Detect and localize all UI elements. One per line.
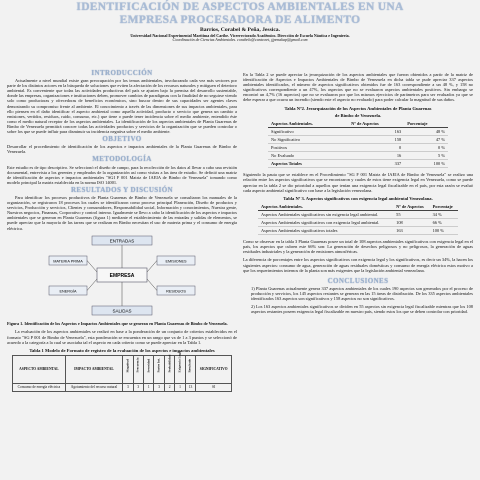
- table3-cell: Aspectos Ambientales significativos sin exigencia legal ambiental.: [258, 210, 393, 218]
- table2-caption-2: de Bimbo de Venezuela.: [334, 112, 382, 118]
- table3-cell: 55: [393, 210, 429, 218]
- table-row: [13, 383, 232, 391]
- table1-header: Exigencia Legal: [175, 355, 185, 383]
- table2-cell: 158: [348, 135, 404, 143]
- table2-cell: 0: [348, 144, 404, 152]
- table3-header: Nº de Aspectos: [393, 203, 429, 211]
- section-conclusiones: CONCLUSIONES: [327, 276, 389, 285]
- resultados-text-1: Para identificar los procesos productivos de Planta Guarenas de Bimbo de Venezuela se consultaron los manuales de la organización, se registraron 18 procesos los cuales se identificaron como proceso principal Planeación, Diseño de productos y servicios, Producción y servicios, Clientes y consumidores, Responsabilidad social, Información y conocimientos, Nuestra gente, Nuestros negocios, Finanzas, Corporativo y control interno. Igualmente se llevo a cabo la identificación de los aspectos e impactos ambientales que se generan en Planta Guarenas (figura 1) mediante el establecimiento de las entradas y salidas de elementos, se puede apreciar que la mayoría de las tareas que se realizan en Bimbo necesitan el uso de materia prima y el consumo de energía eléctrica.: [7, 194, 237, 231]
- table1-cell: 3: [154, 383, 164, 391]
- table3-cell: Aspectos Ambientales significativos con exigencia legal ambiental.: [258, 218, 393, 226]
- table3-header: Porcentaje: [430, 203, 458, 211]
- list-item: 1) Planta Guarenas actualmente genera 337 aspectos ambientales de los cuales 190 aspectos son generados por el proceso de producción y servicios, los 145 aspectos restantes se generan en las 15 áreas de distribución. De los 335 aspectos ambientales identificados 163 aspectos son significativos y 158 aspectos no son significativos.: [251, 285, 473, 301]
- table1-caption: Tabla 1 Modelo de Formato de registro de la evaluación de los aspectos e impactos ambientales: [29, 347, 215, 353]
- table1-cell: 1: [144, 383, 154, 391]
- section-metodologia: METODOLOGÍA: [92, 155, 152, 164]
- table1-header: Partes Int.: [154, 355, 164, 383]
- table1-cell: SI: [196, 383, 232, 391]
- diagram-label-left: MATERIA PRIMA: [53, 259, 83, 264]
- table1-cell: 13: [185, 383, 195, 391]
- table3-header: Aspectos Ambientales.: [258, 203, 393, 211]
- conclusions-list: [243, 286, 473, 314]
- table2-cell: 163: [348, 127, 404, 135]
- section-resultados: RESULTADOS Y DISCUSIÓN: [70, 185, 174, 194]
- poster-title-line2: EMPRESA PROCESADORA DE ALIMENTO: [119, 14, 361, 26]
- table-row: [268, 160, 448, 168]
- table3-header-row: [258, 203, 458, 211]
- table3-caption: Tabla Nº 3. Aspectos significativos con exigencia legal ambiental Venezolana.: [283, 195, 433, 201]
- table3-cell: 163: [393, 227, 429, 235]
- table1-header: IMPACTO AMBIENTAL: [65, 355, 122, 383]
- contact: Coordinación de Ciencias Ambientales. corabelo@cantv.net, jjpenakap@gmail.com: [172, 37, 308, 43]
- table-row: [258, 210, 458, 218]
- list-item: 2) Los 163 aspectos ambientales significativos se dividen en 55 aspectos sin exigencia legal fiscalizable mientras que los 108 aspectos restantes poseen exigencia legal fiscalizable en nuestro país, siendo estos los que se deben controlar con prioridad.: [251, 304, 473, 315]
- table2-cell: Positivos: [268, 144, 348, 152]
- table2-cell: 5 %: [404, 152, 448, 160]
- table2-header: Porcentaje: [404, 120, 448, 128]
- figure-1-diagram: [47, 234, 197, 320]
- table2-cell: 100 %: [404, 160, 448, 168]
- diagram-label-center: EMPRESA: [109, 272, 135, 279]
- diagram-label-right: EMISIONES: [165, 259, 187, 264]
- table3-cell: 108: [393, 218, 429, 226]
- poster-title-line1: IDENTIFICACIÓN DE ASPECTOS AMBIENTALES EN UNA: [76, 1, 404, 13]
- table2-caption: Tabla Nº2. Jerarquización de los Aspectos Ambientales de Planta Guarenas: [284, 105, 432, 111]
- table2-cell: 48 %: [404, 127, 448, 135]
- table1-cell: 3: [123, 383, 133, 391]
- diagram-label-bottom-left: ENERGÍA: [59, 289, 77, 294]
- diagram-label-top: ENTRADAS: [109, 238, 135, 244]
- table1-cell: 1: [175, 383, 185, 391]
- table2-header-row: [268, 120, 448, 128]
- right-text-1: En la Tabla 2 se puede apreciar la jerarquización de los aspectos ambientales que fueron obtenidos a partir de la matriz de identificación de Aspectos e Impactos Ambientales de Bimbo de Venezuela en dicha tabla se pude apreciar 337 aspectos ambientales identificados, el número de aspectos significativos obtenidos fue de 163 correspondiente a un 48 %, y 158 no significativos correspondiente a un 47%, los aspectos que no se evaluaron aspectos ambientales positivos. Sin embargo se encontró un 4,7% (16 aspectos) que no se evaluaron por que los mismos ejercicios de parámetros para ser evaluados ya que se debe esperar a que ocurra un incendio (siendo este el aspecto no evaluado) para poder calcular la magnitud de sus daños.: [243, 72, 473, 103]
- diagram-label-bottom-right: RESIDUOS: [166, 289, 186, 294]
- table2: [268, 120, 448, 169]
- table2-cell: 47 %: [404, 135, 448, 143]
- table3: [258, 203, 458, 235]
- table2-cell: No Evaluado: [268, 152, 348, 160]
- table1-cell: Agotamiento del recurso natural: [65, 383, 122, 391]
- poster-header: [0, 0, 480, 43]
- table-row: [258, 227, 458, 235]
- table3-cell: 66 %: [430, 218, 458, 226]
- table1-header: Resultado: [185, 355, 195, 383]
- section-objetivo: OBJETIVO: [102, 135, 142, 144]
- section-introduccion: INTRODUCCIÓN: [91, 69, 153, 77]
- table-row: [268, 144, 448, 152]
- table-row: [258, 218, 458, 226]
- metodologia-text: Este estudio es de tipo descriptivo. Se seleccionó el diseño de campo, para la recolección de los datos al llevar a cabo una revisión documental, entrevista a los gerentes y empleados de la organización así como visitas a las área de estudio. Se definió una matriz de identificación de aspectos e impactos ambientales "SGI F 001 Matriz de IAEIA de Bimbo de Venezuela" tomando como modelo principal la matriz establecida en la norma ISO 14001.: [7, 164, 237, 185]
- table3-cell: 100 %: [430, 227, 458, 235]
- diagram-label-bottom: SALIDAS: [112, 308, 132, 314]
- affiliation: Universidad Nacional Experimental Marítima del Caribe. Vicerrectorado Académico. Dirección de Escuela Náutica e Ingeniería.: [130, 32, 350, 38]
- table2-header: Aspectos Ambientales.: [268, 120, 348, 128]
- table3-cell: Aspectos Ambientales significativos totales: [258, 227, 393, 235]
- resultados-text-2: La evaluación de los aspectos ambientales se realizó en base a la ponderación de un conjunto de criterios establecidos en el formato "SG P 001 de Bimbo de Venezuela", esta ponderación se encuentra en un rango que va de 1 a 3 puntos y se seleccionó de acuerdo a la categoría a la cual se asociaba tal el aspecto en cada criterio como se puede apreciar en la Tabla 1.: [7, 329, 237, 345]
- authors: Barrios, Corabel & Peña, Jessica.: [199, 27, 280, 33]
- table1-header: Magnitud: [123, 355, 133, 383]
- table2-cell: Significativo: [268, 127, 348, 135]
- right-column: [243, 68, 473, 317]
- table3-cell: 34 %: [430, 210, 458, 218]
- table-row: [268, 127, 448, 135]
- intro-text: Actualmente a nivel mundial existe gran preocupación por los temas ambientales, involucrando cada vez más sectores por parte de los distintos actores en la búsqueda de soluciones que eviten la afectación de los recursos naturales y mitiguen el deterioro ambiental. Es conveniente que todas las actividades productivas del país se ajusten bajo la premisa del desarrollo sustentable, donde las empresas, organizaciones e instituciones deben, promover cambios de paradigmas con la finalidad de no seguirse viendo solo como productoras y ofrecedoras de beneficios económicos, sino buscar dentro de sus capacidades ser agentes claves demostrando su compromiso frente al ambiente. El conocimiento a través de las dimensiones de sus impactos ambientales, para ello piensen en el daño identificar el aspecto ambiental como aquella actividad, producto o servicio que genera un cambio a emisiones, vertidos, residuos, ruido, consumo, etc.) que tiene o puede tener incidencia sobre el medio ambiente, entendido éste como el medio natural receptor de los aspectos ambientales. La identificación de los aspectos ambientales de Planta Guarenas de Bimbo de Venezuela permitirá conocer todas las actividades productos y servicios de la organización que se pueden controlar o sobre los que se puede influir para disminuir su incidencia negativa sobre el medio ambiente.: [7, 78, 237, 135]
- left-column: [7, 68, 237, 392]
- table1-cell: 3: [133, 383, 143, 391]
- table1-header: ASPECTO AMBIENTAL: [13, 355, 66, 383]
- table2-cell: Aspectos Totales: [268, 160, 348, 168]
- right-text-2: Siguiendo la pauta que se establece en el Procedimiento "SG F 001 Matriz de IAEIA de Bimbo de Venezuela" se realizo una relación entre los aspectos significativos que se encontraron y cuales de estos tiene exigencia legal en Venezuela, como se puede apreciar en la tabla 2 se dio prioridad a aquellos que tenían una exigencia legal fiscalizable en el país, por esta razón se evaluó cada aspecto ambiental significativo con base a la legislación venezolana.: [243, 172, 473, 193]
- table1-cell: 2: [164, 383, 174, 391]
- table2-header: Nº de Aspectos: [348, 120, 404, 128]
- right-text-3: Como se observar en la tabla 3 Planta Guarenas posee un total de 108 aspectos ambientales significativos con exigencia legal en el país, los aspectos que cubren este 66% son: La generación de desechos peligrosos y no peligrosos, la generación de aguas residuales industriales y la generación de emisiones atmosféricas.: [243, 239, 473, 255]
- table2-cell: 16: [348, 152, 404, 160]
- figure-1-caption: Figura 1. Identificación de los Aspectos e Impactos Ambientales que se generan en Planta Guarenas de Bimbo de Venezuela.: [7, 320, 228, 326]
- table-row: [268, 135, 448, 143]
- table2-cell: No Significativo: [268, 135, 348, 143]
- table2-cell: 0 %: [404, 144, 448, 152]
- right-text-4: La diferencia de porcentajes entre los aspectos significativos con exigencia legal y los significativos, es decir un 34%, la hacen los siguientes aspectos: consumo de agua, generación de aguas residuales domésticas y consumo de energía eléctrica estos motivo a que los requerimientos internos de la planta son más exigentes que la legislación ambiental venezolana.: [243, 257, 473, 273]
- table1-header-row: [13, 355, 232, 383]
- table2-cell: 337: [348, 160, 404, 168]
- table1-header: SIGNIFICATIVO: [196, 355, 232, 383]
- table1-header: Frecuencia: [133, 355, 143, 383]
- diagram-svg: [47, 234, 197, 320]
- table-row: [268, 152, 448, 160]
- table1-header: Severidad: [144, 355, 154, 383]
- table1-cell: Consumo de energía eléctrica: [13, 383, 66, 391]
- objetivo-text: Desarrollar el procedimiento de identificación de los aspectos e impactos ambientales de la Planta Guarenas de Bimbo de Venezuela.: [7, 144, 237, 155]
- table1-header: Probabilidad: [164, 355, 174, 383]
